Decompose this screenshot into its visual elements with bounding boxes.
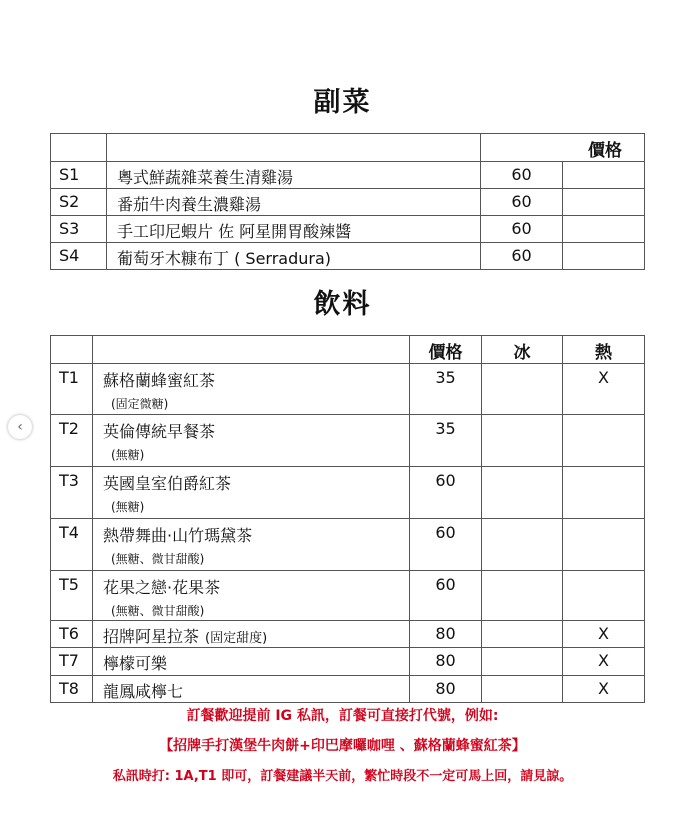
drinks-hot-header: 熱 bbox=[595, 343, 612, 363]
item-price: 60 bbox=[435, 523, 456, 542]
carousel-prev-button[interactable] bbox=[8, 415, 32, 439]
chevron-left-icon: ‹ bbox=[17, 419, 23, 435]
drink-row bbox=[51, 676, 645, 703]
item-code: S1 bbox=[59, 165, 80, 184]
order-note-line-2: 【招牌手打漢堡牛肉餅+印巴摩囉咖哩 、蘇格蘭蜂蜜紅茶】 bbox=[159, 738, 526, 754]
side-dishes-title: 副菜 bbox=[313, 87, 372, 118]
item-note: (無糖) bbox=[111, 448, 145, 462]
side-item-row bbox=[51, 189, 645, 216]
item-name: 花果之戀·花果茶 bbox=[103, 578, 221, 597]
drinks-ice-header: 冰 bbox=[513, 343, 531, 363]
item-name: 龍鳳咸檸七 bbox=[103, 682, 184, 701]
item-price: 60 bbox=[511, 219, 532, 238]
item-price: 60 bbox=[511, 192, 532, 211]
drinks-price-header: 價格 bbox=[428, 343, 463, 363]
item-code: T4 bbox=[59, 523, 79, 542]
item-name: 招牌阿星拉茶 bbox=[103, 627, 200, 646]
drink-row bbox=[51, 467, 645, 519]
item-name: 手工印尼蝦片 佐 阿星開胃酸辣醬 bbox=[117, 222, 352, 241]
drink-row bbox=[51, 364, 645, 415]
side-item-row bbox=[51, 216, 645, 243]
item-name: 粵式鮮蔬雜菜養生清雞湯 bbox=[117, 168, 294, 187]
hot-mark: X bbox=[598, 651, 609, 670]
hot-mark: X bbox=[598, 368, 609, 387]
side-price-header: 價格 bbox=[588, 141, 622, 161]
item-name: 英倫傳統早餐茶 bbox=[103, 422, 216, 441]
item-price: 60 bbox=[511, 165, 532, 184]
drink-row bbox=[51, 415, 645, 467]
item-price: 80 bbox=[435, 624, 456, 643]
item-code: T2 bbox=[59, 419, 79, 438]
side-item-row bbox=[51, 162, 645, 189]
item-code: T1 bbox=[59, 368, 79, 387]
side-dishes-table bbox=[50, 133, 645, 270]
item-code: S2 bbox=[59, 192, 80, 211]
item-price: 35 bbox=[435, 419, 456, 438]
drink-row bbox=[51, 571, 645, 621]
drink-row bbox=[51, 648, 645, 676]
item-price: 60 bbox=[435, 471, 456, 490]
item-code: T8 bbox=[59, 679, 79, 698]
hot-mark: X bbox=[598, 624, 609, 643]
order-note-line-1: 訂餐歡迎提前 IG 私訊，訂餐可直接打代號，例如: bbox=[186, 708, 499, 724]
item-note: (固定微糖) bbox=[111, 397, 169, 411]
item-code: T3 bbox=[59, 471, 79, 490]
item-note: (無糖、微甘甜酸) bbox=[111, 604, 205, 618]
item-name: 蘇格蘭蜂蜜紅茶 bbox=[103, 371, 216, 390]
item-name: 葡萄牙木糠布丁 ( Serradura) bbox=[117, 249, 332, 268]
item-note: (無糖) bbox=[111, 500, 145, 514]
item-name: 英國皇室伯爵紅茶 bbox=[103, 474, 232, 493]
item-code: S3 bbox=[59, 219, 80, 238]
item-note: (固定甜度) bbox=[205, 631, 268, 646]
item-name: 番茄牛肉養生濃雞湯 bbox=[117, 195, 262, 214]
item-price: 80 bbox=[435, 679, 456, 698]
drinks-title: 飲料 bbox=[313, 289, 372, 320]
side-item-row bbox=[51, 243, 645, 270]
drink-row bbox=[51, 519, 645, 571]
item-code: T7 bbox=[59, 651, 79, 670]
item-price: 60 bbox=[435, 575, 456, 594]
item-name: 檸檬可樂 bbox=[103, 654, 168, 673]
item-price: 60 bbox=[511, 246, 532, 265]
item-price: 80 bbox=[435, 651, 456, 670]
item-code: T6 bbox=[59, 624, 79, 643]
item-code: S4 bbox=[59, 246, 80, 265]
item-code: T5 bbox=[59, 575, 79, 594]
drink-row bbox=[51, 621, 645, 648]
drinks-table bbox=[50, 335, 645, 703]
item-price: 35 bbox=[435, 368, 456, 387]
item-name: 熱帶舞曲·山竹瑪黛茶 bbox=[103, 526, 253, 545]
order-note-line-3: 私訊時打: 1A,T1 即可，訂餐建議半天前，繁忙時段不一定可馬上回，請見諒。 bbox=[112, 769, 573, 784]
hot-mark: X bbox=[598, 679, 609, 698]
item-note: (無糖、微甘甜酸) bbox=[111, 552, 205, 566]
